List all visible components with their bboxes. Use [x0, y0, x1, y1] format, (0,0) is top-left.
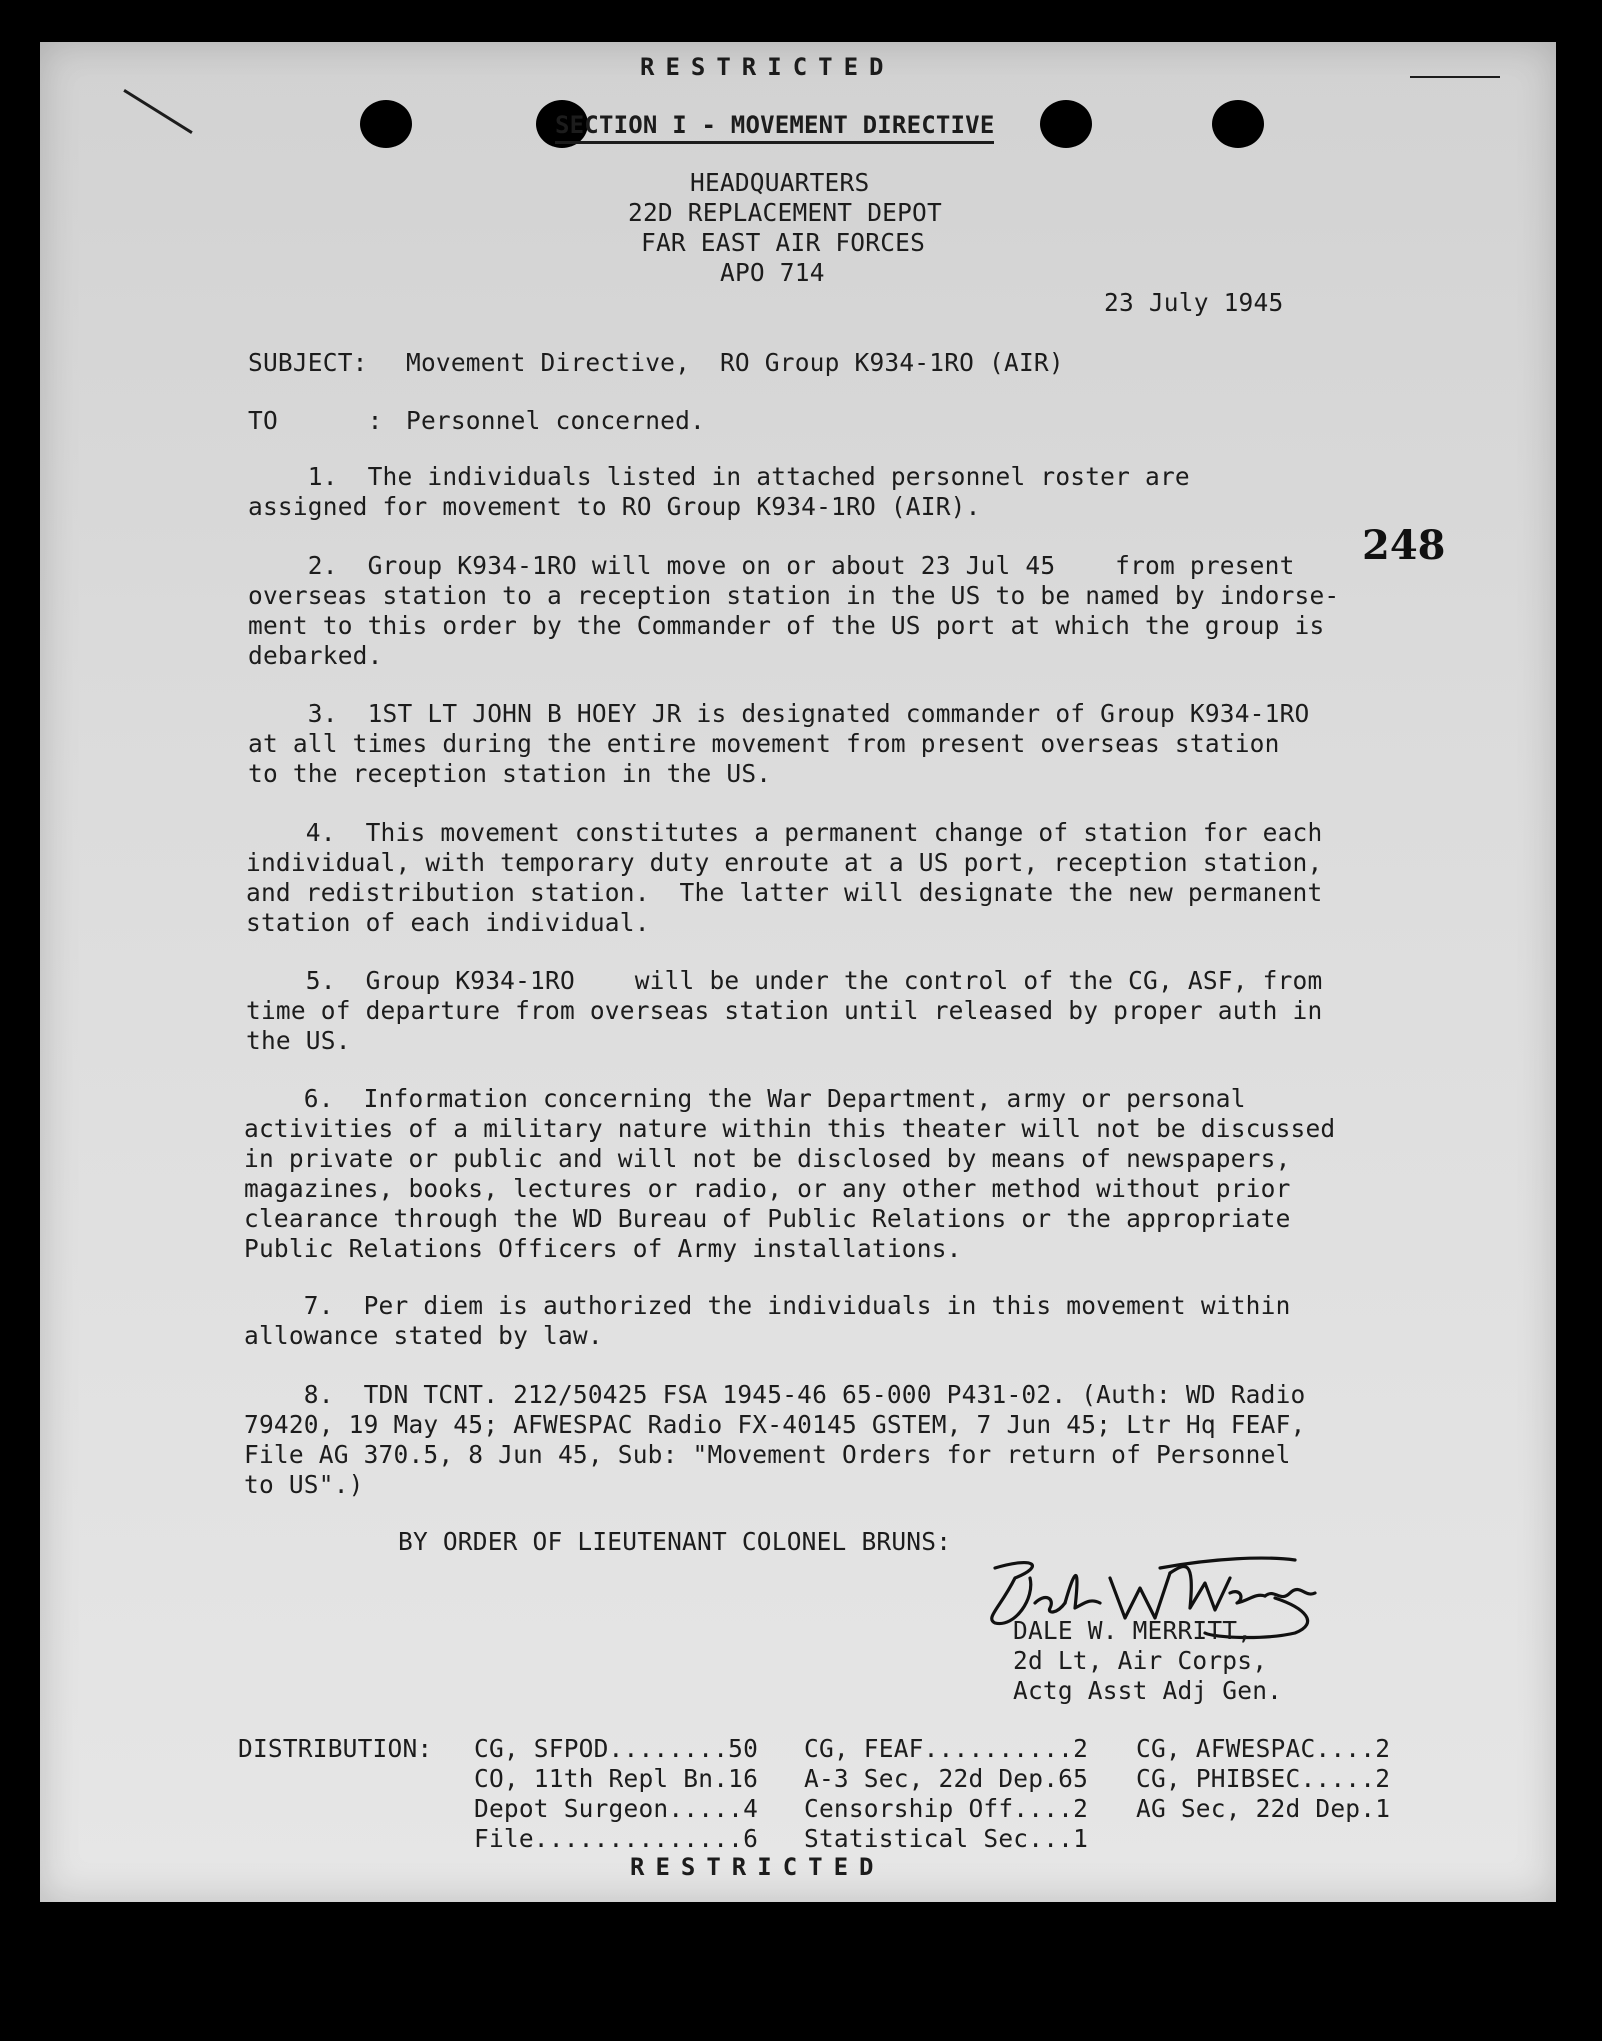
paragraph-1-line-1: 1. The individuals listed in attached personnel roster are — [248, 462, 1190, 491]
paragraph-2-line-1: 2. Group K934-1RO will move on or about 23 Jul 45 from present — [248, 551, 1295, 580]
restricted-header: RESTRICTED — [640, 53, 895, 81]
distribution-col-2-row-1: CG, FEAF..........2 — [804, 1734, 1089, 1763]
to-label: TO : — [248, 406, 383, 435]
punch-hole — [1212, 100, 1264, 148]
punch-hole — [1040, 100, 1092, 148]
paragraph-4-line-3: and redistribution station. The latter will designate the new permanent — [246, 878, 1323, 907]
distribution-col-3-row-1: CG, AFWESPAC....2 — [1136, 1734, 1391, 1763]
document-date: 23 July 1945 — [1104, 288, 1284, 317]
distribution-col-2-row-3: Censorship Off....2 — [804, 1794, 1089, 1823]
distribution-col-1-row-2: CO, 11th Repl Bn.16 — [474, 1764, 759, 1793]
paragraph-6-line-6: Public Relations Officers of Army installations. — [244, 1234, 962, 1263]
paragraph-8-line-1: 8. TDN TCNT. 212/50425 FSA 1945-46 65-000 P431-02. (Auth: WD Radio — [244, 1380, 1306, 1409]
paragraph-6-line-1: 6. Information concerning the War Department, army or personal — [244, 1084, 1246, 1113]
paragraph-8-line-4: to US".) — [244, 1470, 364, 1499]
hq-line-2: 22D REPLACEMENT DEPOT — [628, 198, 942, 227]
distribution-col-2-row-4: Statistical Sec...1 — [804, 1824, 1089, 1853]
subject-label: SUBJECT: — [248, 348, 368, 377]
paragraph-6-line-5: clearance through the WD Bureau of Public Relations or the appropriate — [244, 1204, 1291, 1233]
paragraph-4-line-2: individual, with temporary duty enroute at a US port, reception station, — [246, 848, 1323, 877]
section-title: SECTION I - MOVEMENT DIRECTIVE — [555, 110, 994, 144]
corner-mark — [1410, 76, 1500, 78]
paragraph-2-line-4: debarked. — [248, 641, 383, 670]
paragraph-8-line-2: 79420, 19 May 45; AFWESPAC Radio FX-40145 GSTEM, 7 Jun 45; Ltr Hq FEAF, — [244, 1410, 1306, 1439]
subject-value: Movement Directive, RO Group K934-1RO (AIR) — [406, 348, 1064, 377]
distribution-col-3-row-3: AG Sec, 22d Dep.1 — [1136, 1794, 1391, 1823]
paragraph-2-line-2: overseas station to a reception station in the US to be named by indorse- — [248, 581, 1340, 610]
paragraph-6-line-4: magazines, books, lectures or radio, or any other method without prior — [244, 1174, 1291, 1203]
paragraph-4-line-1: 4. This movement constitutes a permanent change of station for each — [246, 818, 1323, 847]
hq-line-3: FAR EAST AIR FORCES — [641, 228, 926, 257]
paragraph-6-line-2: activities of a military nature within this theater will not be discussed — [244, 1114, 1336, 1143]
distribution-col-2-row-2: A-3 Sec, 22d Dep.65 — [804, 1764, 1089, 1793]
paragraph-5-line-1: 5. Group K934-1RO will be under the control of the CG, ASF, from — [246, 966, 1323, 995]
paragraph-1-line-2: assigned for movement to RO Group K934-1RO (AIR). — [248, 492, 981, 521]
hq-line-1: HEADQUARTERS — [690, 168, 870, 197]
paragraph-3-line-1: 3. 1ST LT JOHN B HOEY JR is designated commander of Group K934-1RO — [248, 699, 1310, 728]
distribution-col-3-row-2: CG, PHIBSEC.....2 — [1136, 1764, 1391, 1793]
paragraph-8-line-3: File AG 370.5, 8 Jun 45, Sub: "Movement Orders for return of Personnel — [244, 1440, 1291, 1469]
paragraph-4-line-4: station of each individual. — [246, 908, 650, 937]
by-order-line: BY ORDER OF LIEUTENANT COLONEL BRUNS: — [398, 1527, 952, 1556]
distribution-col-1-row-3: Depot Surgeon.....4 — [474, 1794, 759, 1823]
paragraph-7-line-1: 7. Per diem is authorized the individuals in this movement within — [244, 1291, 1291, 1320]
distribution-col-1-row-1: CG, SFPOD........50 — [474, 1734, 759, 1763]
distribution-col-1-row-4: File..............6 — [474, 1824, 759, 1853]
signer-title: Actg Asst Adj Gen. — [1013, 1676, 1283, 1705]
distribution-label: DISTRIBUTION: — [238, 1734, 433, 1763]
hq-line-4: APO 714 — [720, 258, 825, 287]
to-value: Personnel concerned. — [406, 406, 706, 435]
paragraph-3-line-3: to the reception station in the US. — [248, 759, 772, 788]
restricted-footer: RESTRICTED — [630, 1853, 885, 1881]
punch-hole — [360, 100, 412, 148]
page-number: 248 — [1362, 522, 1446, 569]
paragraph-5-line-3: the US. — [246, 1026, 351, 1055]
paragraph-2-line-3: ment to this order by the Commander of the US port at which the group is — [248, 611, 1325, 640]
signer-rank: 2d Lt, Air Corps, — [1013, 1646, 1268, 1675]
paragraph-5-line-2: time of departure from overseas station until released by proper auth in — [246, 996, 1323, 1025]
signer-name: DALE W. MERRITT, — [1013, 1616, 1253, 1645]
paragraph-7-line-2: allowance stated by law. — [244, 1321, 603, 1350]
paragraph-6-line-3: in private or public and will not be disclosed by means of newspapers, — [244, 1144, 1291, 1173]
paragraph-3-line-2: at all times during the entire movement from present overseas station — [248, 729, 1280, 758]
